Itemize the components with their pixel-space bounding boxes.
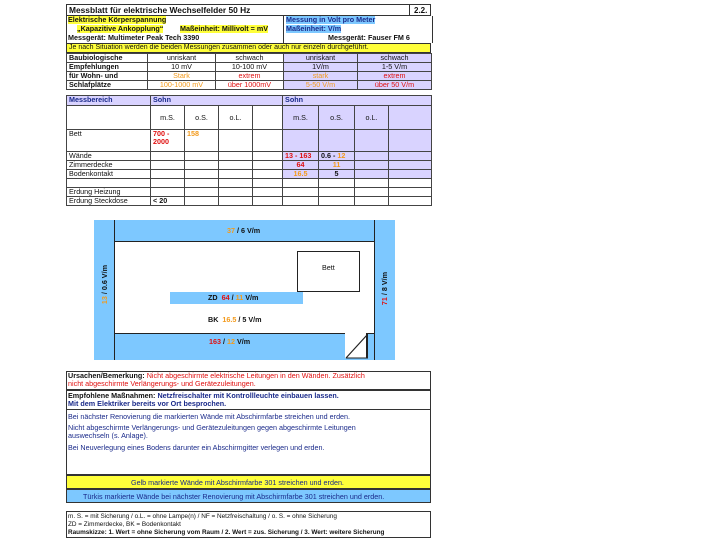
recommendation-3: Bei Neuverlegung eines Bodens darunter ein Abschirmgitter verlegen und erden. xyxy=(68,443,325,452)
legend-line-2: ZD = Zimmerdecke, BK = Bodenkontakt xyxy=(68,521,181,528)
causes-label: Ursachen/Bemerkung: xyxy=(68,371,145,380)
right-group-header: Sohn xyxy=(283,96,432,106)
causes-text-1: Nicht abgeschirmte elektrische Leitungen in den Wänden. Zusätzlich xyxy=(146,371,365,380)
recommendation-2b: auswechseln (s. Anlage). xyxy=(68,431,148,440)
door-icon xyxy=(345,331,369,359)
page-title: Messblatt für elektrische Wechselfelder 50 Hz xyxy=(69,5,251,15)
causes-box xyxy=(66,371,431,390)
blue-note: Türkis markierte Wände bei nächster Renovierung mit Abschirmfarbe 301 streichen und erden. xyxy=(66,489,431,503)
recommendation-1: Bei nächster Renovierung die markierten Wände mit Abschirmfarbe streichen und erden. xyxy=(68,412,351,421)
left-group-header: Sohn xyxy=(151,96,283,106)
table-row: Zimmerdecke 64 11 xyxy=(67,161,432,170)
device-multimeter: Messgerät: Multimeter Peak Tech 3390 xyxy=(68,33,200,42)
page-number: 2.2. xyxy=(414,6,428,15)
legend-line-3: Raumskizze: 1. Wert = ohne Sicherung vom Raum / 2. Wert = zus. Sicherung / 3. Wert: weitere Sicherung xyxy=(68,529,385,536)
yellow-note: Gelb markierte Wände mit Abschirmfarbe 301 streichen und erden. xyxy=(66,475,431,489)
causes-text-2: nicht abgeschirmte Verlängerungs- und Gerätezuleitungen. xyxy=(68,379,256,388)
measurement-table: Messbereich Sohn Sohn m.S. o.S. o.L. m.S. o.S. o.L. Bett 700 - 2000 158 Wände 13 - 163 0.6 - 12 Zimmerdecke 64 11 Bodenkontakt 16.5 5 Erdung Heizung Erdung Steckdose < 20 xyxy=(66,95,432,206)
measures-label: Empfohlene Maßnahmen: xyxy=(68,391,156,400)
col-messbereich: Messbereich xyxy=(67,96,151,106)
right-wall-value: 71 / 8 V/m xyxy=(380,272,389,306)
kapazitive-ankopplung: „Kapazitive Ankopplung“ xyxy=(77,24,164,33)
top-wall-value: 37 / 6 V/m xyxy=(227,226,261,235)
measures-text-2: Mit dem Elektriker bereits vor Ort besprochen. xyxy=(68,399,227,408)
measures-text-1: Netzfreischalter mit Kontrollleuchte einbauen lassen. xyxy=(157,391,339,400)
table-row: Bett 700 - 2000 158 xyxy=(67,130,432,152)
table-row: Wände 13 - 163 0.6 - 12 xyxy=(67,152,432,161)
baubio-table: Baubiologische unriskant schwach unriskant schwach Empfehlungen 10 mV 10-100 mV 1V/m 1-5 V/m für Wohn- und Stark extrem stark extrem Schlafplätze 100-1000 mV über 1000mV 5-50 V/m über 50 V/m xyxy=(66,53,432,90)
unit-vpm: Maßeinheit: V/m xyxy=(286,24,342,33)
situation-note: Je nach Situation werden die beiden Messungen zusammen oder auch nur einzeln durchgeführt. xyxy=(66,43,431,53)
table-row: Bodenkontakt 16.5 5 xyxy=(67,170,432,179)
bottom-wall-value: 163 / 12 V/m xyxy=(209,337,251,346)
table-row: Erdung Steckdose < 20 xyxy=(67,197,432,206)
device-fauser: Messgerät: Fauser FM 6 xyxy=(328,33,410,42)
bed-label: Bett xyxy=(322,263,335,272)
room-sketch xyxy=(94,220,395,360)
left-wall-value: 13 / 0.6 V/m xyxy=(100,265,109,305)
bk-value: BK 16.5 / 5 V/m xyxy=(208,315,262,324)
measures-box xyxy=(66,390,431,475)
zd-value: ZD 64 / 11 V/m xyxy=(208,293,259,302)
legend-box xyxy=(66,511,431,538)
bed xyxy=(297,251,360,292)
recommendation-2: Nicht abgeschirmte Verlängerungs- und Gerätezuleitungen gegen abgeschirmte Leitungen xyxy=(68,423,356,432)
vpm-title: Messung in Volt pro Meter xyxy=(286,15,376,24)
table-row xyxy=(67,179,432,188)
unit-millivolt: Maßeinheit: Millivolt = mV xyxy=(180,24,269,33)
table-row: Erdung Heizung xyxy=(67,188,432,197)
koerperspannung-block xyxy=(66,16,284,43)
koerperspannung-title: Elektrische Körperspannung xyxy=(68,15,167,24)
vpm-block xyxy=(283,16,433,43)
legend-line-1: m. S. = mit Sicherung / o.L. = ohne Lampe(n) / NF = Netzfreischaltung / o. S. = ohne Sicherung xyxy=(68,513,337,520)
